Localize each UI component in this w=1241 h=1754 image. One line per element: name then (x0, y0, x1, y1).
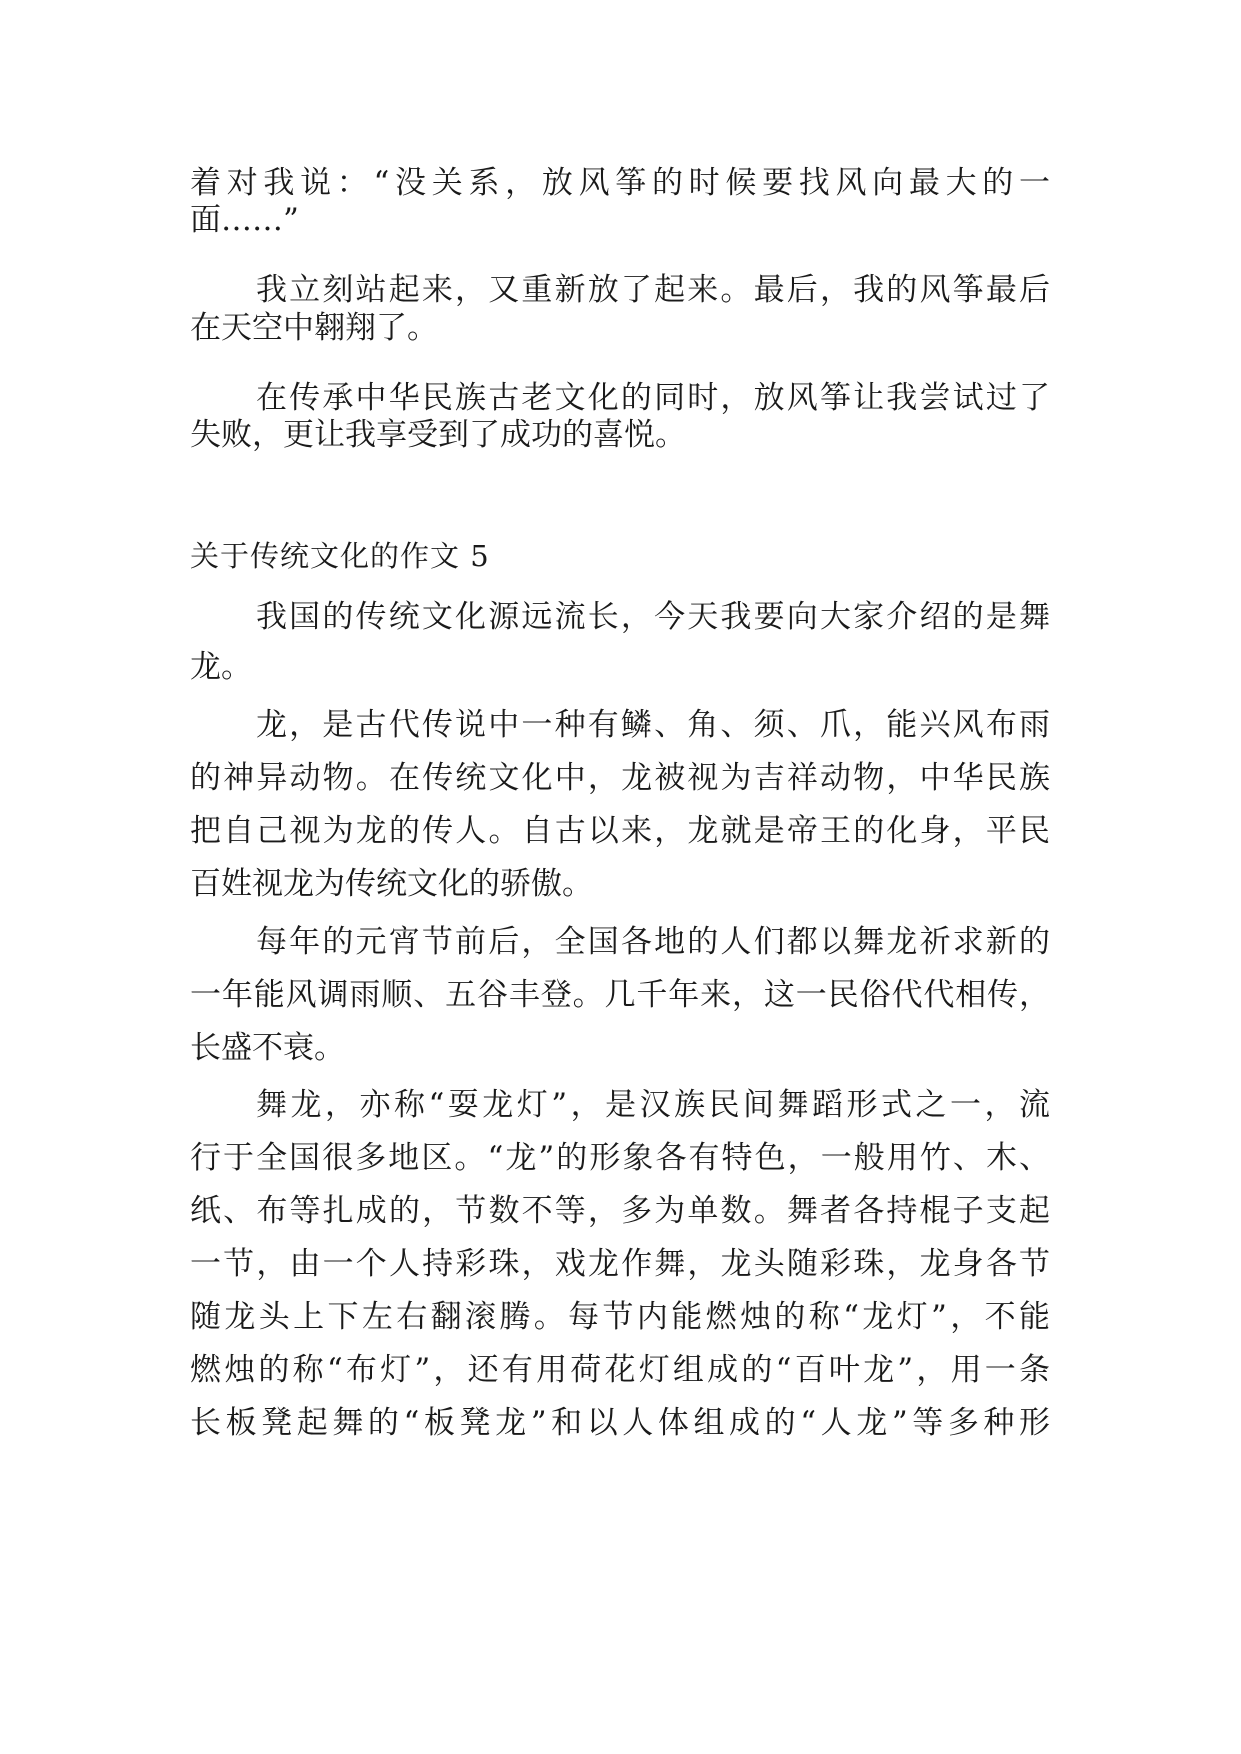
text-line: 面……” (190, 202, 299, 238)
text-line: 着对我说：“没关系，放风筝的时候要找风向最大的一 (190, 165, 1050, 201)
text-line: 的神异动物。在传统文化中，龙被视为吉祥动物，中华民族 (190, 760, 1050, 796)
text-line: 一年能风调雨顺、五谷丰登。几千年来，这一民俗代代相传， (190, 977, 1050, 1013)
section-heading: 关于传统文化的作文 5 (190, 539, 490, 573)
text-line: 失败，更让我享受到了成功的喜悦。 (190, 417, 686, 453)
paragraph-first-line: 我国的传统文化源远流长，今天我要向大家介绍的是舞 (256, 599, 1050, 635)
text-line: 在天空中翱翔了。 (190, 310, 438, 346)
text-line: 燃烛的称“布灯”，还有用荷花灯组成的“百叶龙”，用一条 (190, 1352, 1050, 1388)
text-line: 长盛不衰。 (190, 1030, 345, 1066)
text-line: 纸、布等扎成的，节数不等，多为单数。舞者各持棍子支起 (190, 1193, 1050, 1229)
text-line: 龙。 (190, 649, 252, 685)
paragraph-first-line: 每年的元宵节前后，全国各地的人们都以舞龙祈求新的 (256, 924, 1050, 960)
text-line: 百姓视龙为传统文化的骄傲。 (190, 866, 593, 902)
text-line: 长板凳起舞的“板凳龙”和以人体组成的“人龙”等多种形 (190, 1405, 1050, 1441)
text-line: 随龙头上下左右翻滚腾。每节内能燃烛的称“龙灯”，不能 (190, 1299, 1050, 1335)
paragraph-first-line: 我立刻站起来，又重新放了起来。最后，我的风筝最后 (256, 272, 1050, 308)
paragraph-first-line: 龙，是古代传说中一种有鳞、角、须、爪，能兴风布雨 (256, 707, 1050, 743)
paragraph-first-line: 舞龙，亦称“耍龙灯”，是汉族民间舞蹈形式之一，流 (256, 1087, 1050, 1123)
text-line: 行于全国很多地区。“龙”的形象各有特色，一般用竹、木、 (190, 1140, 1050, 1176)
text-line: 把自己视为龙的传人。自古以来，龙就是帝王的化身，平民 (190, 813, 1050, 849)
text-line: 一节，由一个人持彩珠，戏龙作舞，龙头随彩珠，龙身各节 (190, 1246, 1050, 1282)
paragraph-first-line: 在传承中华民族古老文化的同时，放风筝让我尝试过了 (256, 380, 1050, 416)
